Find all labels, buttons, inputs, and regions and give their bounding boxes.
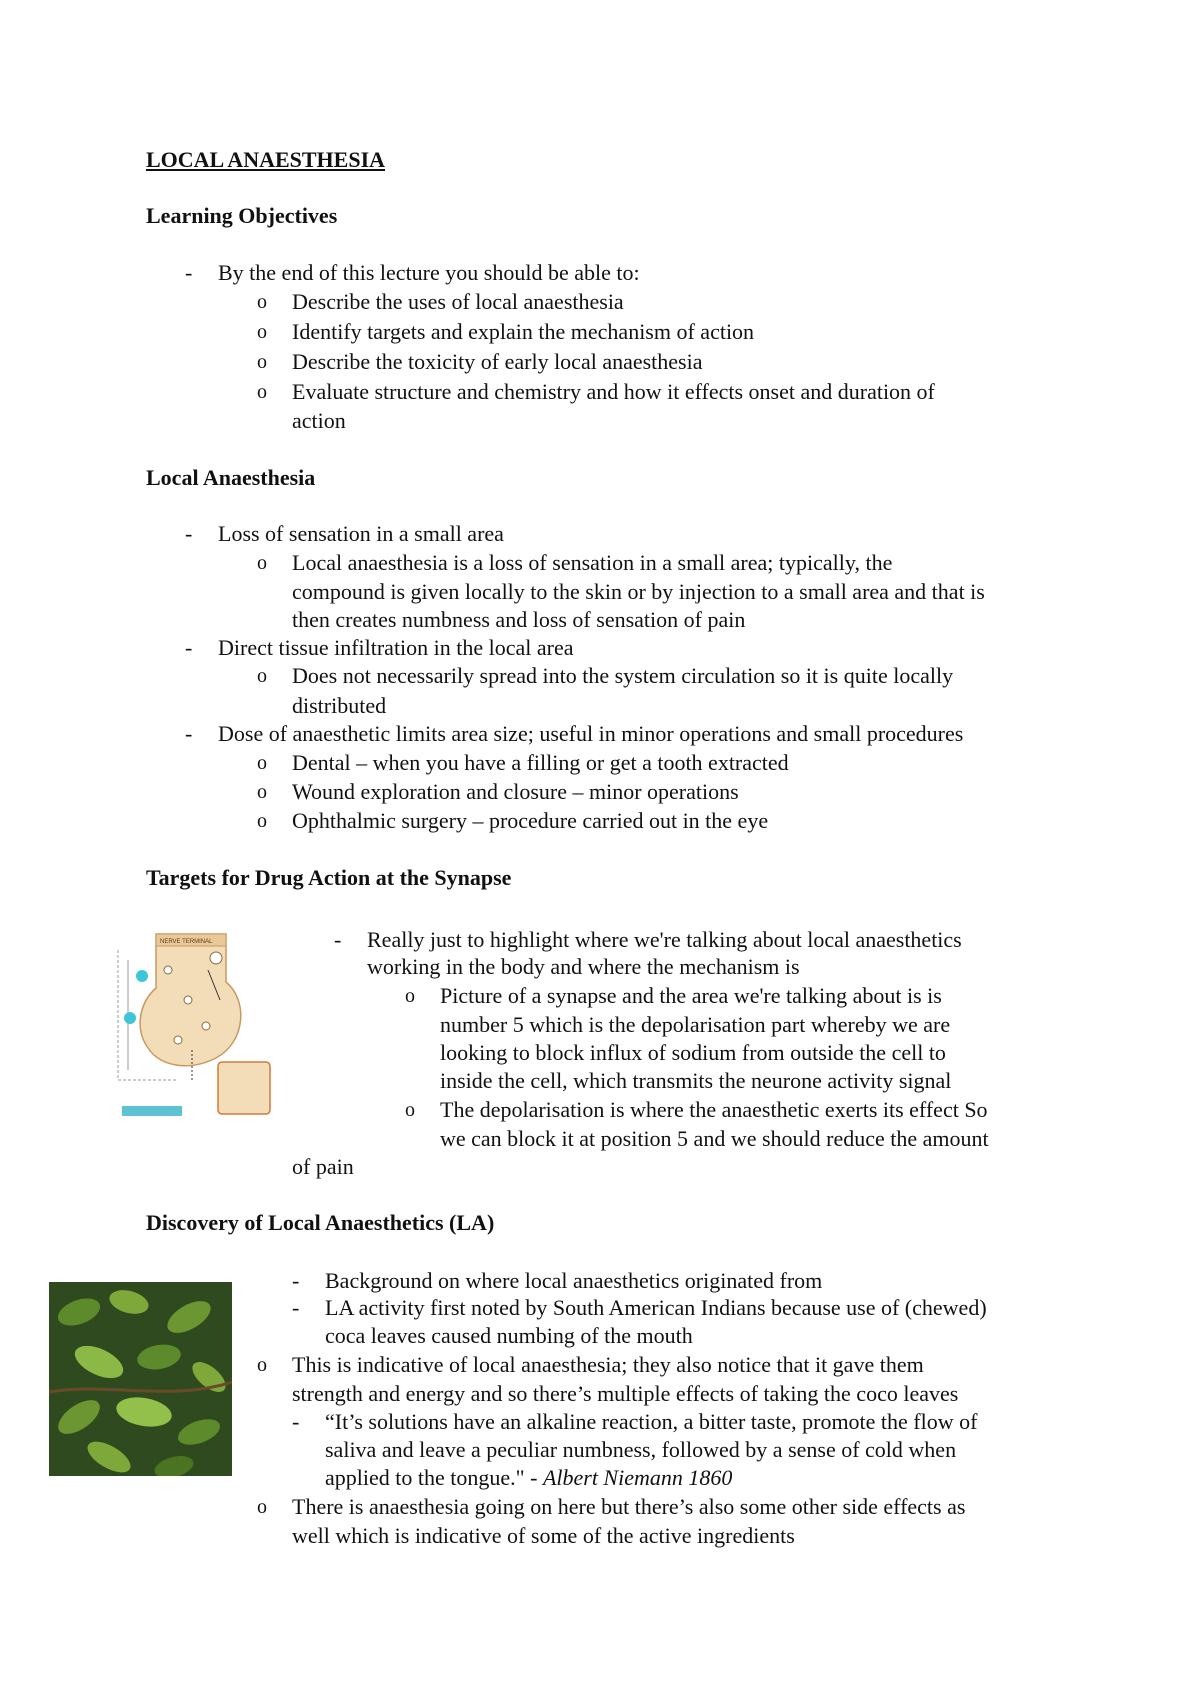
- local-bullet: Direct tissue infiltration in the local area: [218, 635, 574, 660]
- targets-sub-line: we can block it at position 5 and we should reduce the amount: [440, 1126, 989, 1151]
- discovery-bullet-line: coca leaves caused numbing of the mouth: [325, 1323, 693, 1348]
- discovery-sub-line: This is indicative of local anaesthesia; they also notice that it gave them: [292, 1352, 924, 1377]
- quote-line: “It’s solutions have an alkaline reaction, a bitter taste, promote the flow of: [325, 1409, 978, 1434]
- dash-bullet: -: [185, 635, 193, 660]
- circle-bullet: o: [257, 1496, 267, 1518]
- synapse-diagram: [108, 930, 276, 1126]
- local-bullet: Dose of anaesthetic limits area size; useful in minor operations and small procedures: [218, 721, 964, 746]
- local-bullet: Loss of sensation in a small area: [218, 521, 504, 546]
- objective-item: Describe the toxicity of early local anaesthesia: [292, 349, 703, 374]
- circle-bullet: o: [405, 985, 415, 1007]
- local-sub-bullet-line: compound is given locally to the skin or by injection to a small area and that is: [292, 579, 985, 604]
- quote-line-final: [325, 1464, 732, 1492]
- discovery-sub-line: well which is indicative of some of the active ingredients: [292, 1523, 795, 1548]
- dash-bullet: -: [185, 521, 193, 546]
- circle-bullet: o: [257, 781, 267, 803]
- quote-author: Albert Niemann 1860: [542, 1465, 733, 1490]
- coca-leaves-illustration: [49, 1282, 232, 1476]
- quote-line: saliva and leave a peculiar numbness, followed by a sense of cold when: [325, 1437, 957, 1462]
- local-sub-bullet: Local anaesthesia is a loss of sensation in a small area; typically, the: [292, 550, 893, 575]
- quote-text: applied to the tongue." -: [325, 1465, 543, 1490]
- targets-bullet-line: working in the body and where the mechanism is: [367, 954, 800, 979]
- dash-bullet: -: [292, 1409, 300, 1434]
- circle-bullet: o: [257, 291, 267, 313]
- targets-sub-line: number 5 which is the depolarisation part whereby we are: [440, 1012, 951, 1037]
- discovery-bullet: Background on where local anaesthetics originated from: [325, 1268, 823, 1293]
- circle-bullet: o: [257, 752, 267, 774]
- objective-item: Evaluate structure and chemistry and how it effects onset and duration of: [292, 379, 935, 404]
- local-anaesthesia-heading: Local Anaesthesia: [146, 465, 316, 490]
- synapse-diagram-illustration: [108, 930, 276, 1126]
- targets-bullet-line: Really just to highlight where we're talking about local anaesthetics: [367, 927, 962, 952]
- dash-bullet: -: [292, 1268, 300, 1293]
- objective-item: Identify targets and explain the mechanism of action: [292, 319, 755, 344]
- local-sub-bullet: Dental – when you have a filling or get a tooth extracted: [292, 750, 789, 775]
- discovery-heading: Discovery of Local Anaesthetics (LA): [146, 1210, 495, 1235]
- dash-bullet: -: [334, 927, 342, 952]
- local-sub-bullet: Ophthalmic surgery – procedure carried out in the eye: [292, 808, 769, 833]
- objective-item: Describe the uses of local anaesthesia: [292, 289, 624, 314]
- local-sub-bullet-line: distributed: [292, 693, 387, 718]
- diagram-label: NERVE TERMINAL: [160, 939, 213, 945]
- discovery-sub-line: strength and energy and so there’s multiple effects of taking the coco leaves: [292, 1381, 959, 1406]
- document-title: LOCAL ANAESTHESIA: [146, 147, 386, 172]
- circle-bullet: o: [257, 810, 267, 832]
- targets-sub-line: The depolarisation is where the anaesthetic exerts its effect So: [440, 1097, 988, 1122]
- circle-bullet: o: [405, 1099, 415, 1121]
- dash-bullet: -: [292, 1295, 300, 1320]
- circle-bullet: o: [257, 381, 267, 403]
- objectives-heading: Learning Objectives: [146, 203, 338, 228]
- dash-bullet: -: [185, 721, 193, 746]
- circle-bullet: o: [257, 321, 267, 343]
- targets-sub-line: Picture of a synapse and the area we're talking about is is: [440, 983, 942, 1008]
- circle-bullet: o: [257, 665, 267, 687]
- local-sub-bullet: Does not necessarily spread into the system circulation so it is quite locally: [292, 663, 954, 688]
- circle-bullet: o: [257, 351, 267, 373]
- objectives-intro: By the end of this lecture you should be able to:: [218, 260, 640, 285]
- circle-bullet: o: [257, 1354, 267, 1376]
- coca-leaves-photo: [49, 1282, 232, 1476]
- targets-tail: of pain: [292, 1154, 354, 1179]
- objective-item-continued: action: [292, 408, 346, 433]
- targets-heading: Targets for Drug Action at the Synapse: [146, 865, 512, 890]
- targets-sub-line: looking to block influx of sodium from outside the cell to: [440, 1040, 946, 1065]
- local-sub-bullet-line: then creates numbness and loss of sensation of pain: [292, 607, 746, 632]
- targets-sub-line: inside the cell, which transmits the neurone activity signal: [440, 1068, 952, 1093]
- discovery-bullet-line: LA activity first noted by South American Indians because use of (chewed): [325, 1295, 987, 1320]
- local-sub-bullet: Wound exploration and closure – minor operations: [292, 779, 739, 804]
- discovery-sub-line: There is anaesthesia going on here but there’s also some other side effects as: [292, 1494, 966, 1519]
- dash-bullet: -: [185, 260, 193, 285]
- circle-bullet: o: [257, 552, 267, 574]
